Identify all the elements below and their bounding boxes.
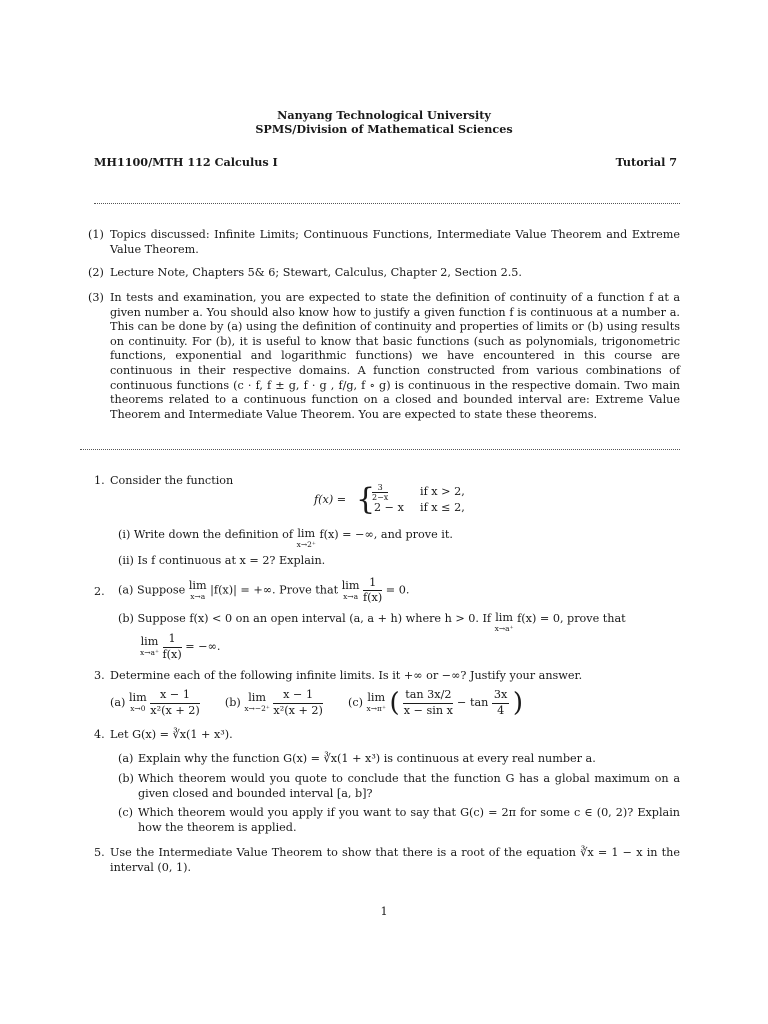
q1-ii-text: Is f continuous at x = 2? Explain. [137, 554, 326, 567]
lim-word: lim [341, 578, 360, 592]
lim-sub: x→a [343, 591, 359, 601]
q2-a-label: (a) [118, 583, 134, 597]
q1-brace: { [356, 482, 376, 517]
q1-i-post: f(x) = −∞, and prove it. [319, 528, 453, 541]
q1-part-i [118, 528, 453, 550]
division-title: SPMS/Division of Mathematical Sciences [255, 122, 513, 136]
q3-c-fraction [403, 688, 453, 718]
q2-part-a [118, 576, 409, 605]
q4-b-text: Which theorem would you quote to conclude that the function G has a global maximum on a given closed and bounded interval [a, b]? [138, 772, 680, 800]
lim-word: lim [495, 611, 513, 624]
q3-c-fraction-2 [492, 688, 509, 718]
q3-intro: Determine each of the following infinite limits. Is it +∞ or −∞? Justify your answer. [110, 669, 583, 682]
q1-case1-cond: if x > 2, [420, 485, 465, 498]
lim-word: lim [128, 691, 147, 705]
q3-a-limit [129, 692, 147, 714]
q2-a-pre: Suppose [136, 583, 186, 597]
q1-case1-num: 3 [372, 483, 388, 493]
q3-c-paren-open: ( [389, 687, 400, 718]
q4-c-text: Which theorem would you apply if you want to say that G(c) = 2π for some c ∈ (0, 2)? Explain how the theorem is applied. [138, 806, 680, 834]
q1-i-label: (i) [118, 528, 131, 541]
q4-part-a [118, 752, 680, 767]
q1-case1-fraction [372, 483, 388, 502]
q3-a-num: x − 1 [150, 688, 199, 704]
q1-i-limit [297, 528, 316, 550]
q3-c-minus: − tan [457, 695, 489, 709]
q3-c-label: (c) [347, 695, 363, 709]
note-3 [88, 291, 680, 422]
q2-part-b [118, 612, 680, 634]
q2-b-fraction [163, 632, 182, 662]
course-code: MH1100/MTH 112 Calculus I [94, 155, 278, 169]
q5-text: Use the Intermediate Value Theorem to show that there is a root of the equation ∛x = 1 − x in the interval (0, 1). [110, 846, 680, 874]
note-text: Lecture Note, Chapters 5& 6; Stewart, Calculus, Chapter 2, Section 2.5. [110, 266, 522, 279]
lim-sub: x→a⁺ [140, 648, 159, 658]
lim-sub: x→2⁺ [296, 540, 316, 549]
q3-number: 3. [94, 669, 105, 682]
lim-word: lim [297, 527, 316, 540]
q1-case2-cond: if x ≤ 2, [420, 501, 465, 514]
q2-part-b-limit [140, 632, 220, 662]
q2-a-num: 1 [363, 576, 382, 591]
university-title: Nanyang Technological University [277, 108, 491, 122]
q2-b-num: 1 [163, 632, 182, 648]
q2-a-fraction [363, 576, 382, 605]
lim-word: lim [248, 691, 266, 705]
lim-sub: x→−2⁺ [244, 704, 270, 714]
q1-number: 1. [94, 474, 105, 487]
q3-c-limit [367, 692, 386, 714]
lim-word: lim [367, 691, 386, 705]
q1-case1-den: 2−x [372, 493, 389, 502]
lim-word: lim [140, 635, 159, 649]
q3-c-num: tan 3x/2 [403, 688, 453, 704]
q4-number: 4. [94, 728, 105, 741]
page-number: 1 [380, 905, 388, 918]
q4-b-label: (b) [118, 772, 134, 785]
q2-b-limit [495, 612, 514, 634]
q1-case2-val: 2 − x [374, 501, 404, 514]
q2-number: 2. [94, 585, 105, 598]
q4-intro: Let G(x) = ∛x(1 + x³). [110, 728, 233, 741]
lim-sub: x→a⁺ [494, 624, 514, 633]
q2-b-text: Suppose f(x) < 0 on an open interval (a, a + h) where h > 0. If [137, 612, 492, 625]
q2-b-post: = −∞. [185, 639, 221, 653]
q1-fx: f(x) = [314, 493, 347, 506]
q3-b-num: x − 1 [273, 688, 322, 704]
q2-b-label: (b) [118, 612, 134, 625]
q2-b-text2: f(x) = 0, prove that [517, 612, 626, 625]
lim-sub: x→π⁺ [366, 704, 386, 714]
q4-a-text: Explain why the function G(x) = ∛x(1 + x³) is continuous at every real number a. [138, 752, 596, 765]
q1-i-pre: Write down the definition of [133, 528, 294, 541]
q3-c-paren-close: ) [512, 687, 524, 718]
divider-top [94, 203, 680, 204]
q1-ii-label: (ii) [118, 554, 134, 567]
lim-sub: x→a [190, 591, 206, 601]
note-text: Topics discussed: Infinite Limits; Continuous Functions, Intermediate Value Theorem and Extreme Value Theorem. [110, 228, 680, 256]
q2-a-limit-2 [342, 580, 360, 602]
q3-c-den-2: 4 [497, 703, 505, 717]
q3-b-label: (b) [224, 695, 241, 709]
q3-b-den: x²(x + 2) [273, 703, 323, 717]
q4-c-label: (c) [118, 806, 133, 819]
q3-b-limit [244, 692, 270, 714]
q3-a-fraction [150, 688, 199, 718]
q2-b-limit-2 [140, 636, 159, 658]
q3-a-label: (a) [110, 695, 126, 709]
q2-a-post: = 0. [385, 583, 410, 597]
note-2 [88, 266, 680, 281]
q3-parts [110, 688, 523, 718]
q3-c-den: x − sin x [403, 703, 453, 717]
q2-a-mid: |f(x)| = +∞. Prove that [210, 583, 339, 597]
tutorial-number: Tutorial 7 [615, 155, 677, 169]
q2-b-den: f(x) [162, 647, 182, 661]
q2-a-den: f(x) [363, 591, 383, 604]
divider-middle [80, 449, 680, 450]
q4-part-b [118, 772, 680, 801]
note-text: In tests and examination, you are expected to state the definition of continuity of a function f at a given number a. You should also know how to justify a given function f is continuous at a number a. This can be done by (a) using the definition of continuity and properties of limits or (b) using results on continuity. For (b), it is useful to know that basic functions (such as polynomials, trigonometric functions, exponential and logarithmic functions) we have encountered in this course are continuous in their respective domains. A function constructed from various combinations of continuous functions (c · f, f ± g, f · g , f/g, f ∘ g) is continuous in the respective domain. Two main theorems related to a continuous function on a closed and bounded interval are: Extreme Value Theorem and Intermediate Value Theorem. You are expected to state these theorems. [110, 291, 680, 421]
q3-a-den: x²(x + 2) [150, 703, 200, 717]
q4-part-c [118, 806, 680, 835]
q5-number: 5. [94, 846, 105, 859]
note-number: (3) [88, 291, 104, 304]
q3-c-num-2: 3x [492, 688, 509, 704]
note-1 [88, 228, 680, 257]
q2-a-limit [189, 580, 207, 602]
lim-word: lim [188, 578, 207, 592]
q4-a-label: (a) [118, 752, 134, 765]
note-number: (1) [88, 228, 104, 241]
q3-b-fraction [273, 688, 322, 718]
lim-sub: x→0 [130, 704, 146, 714]
q1-intro: Consider the function [110, 474, 234, 487]
q1-part-ii [118, 554, 325, 569]
note-number: (2) [88, 266, 104, 279]
